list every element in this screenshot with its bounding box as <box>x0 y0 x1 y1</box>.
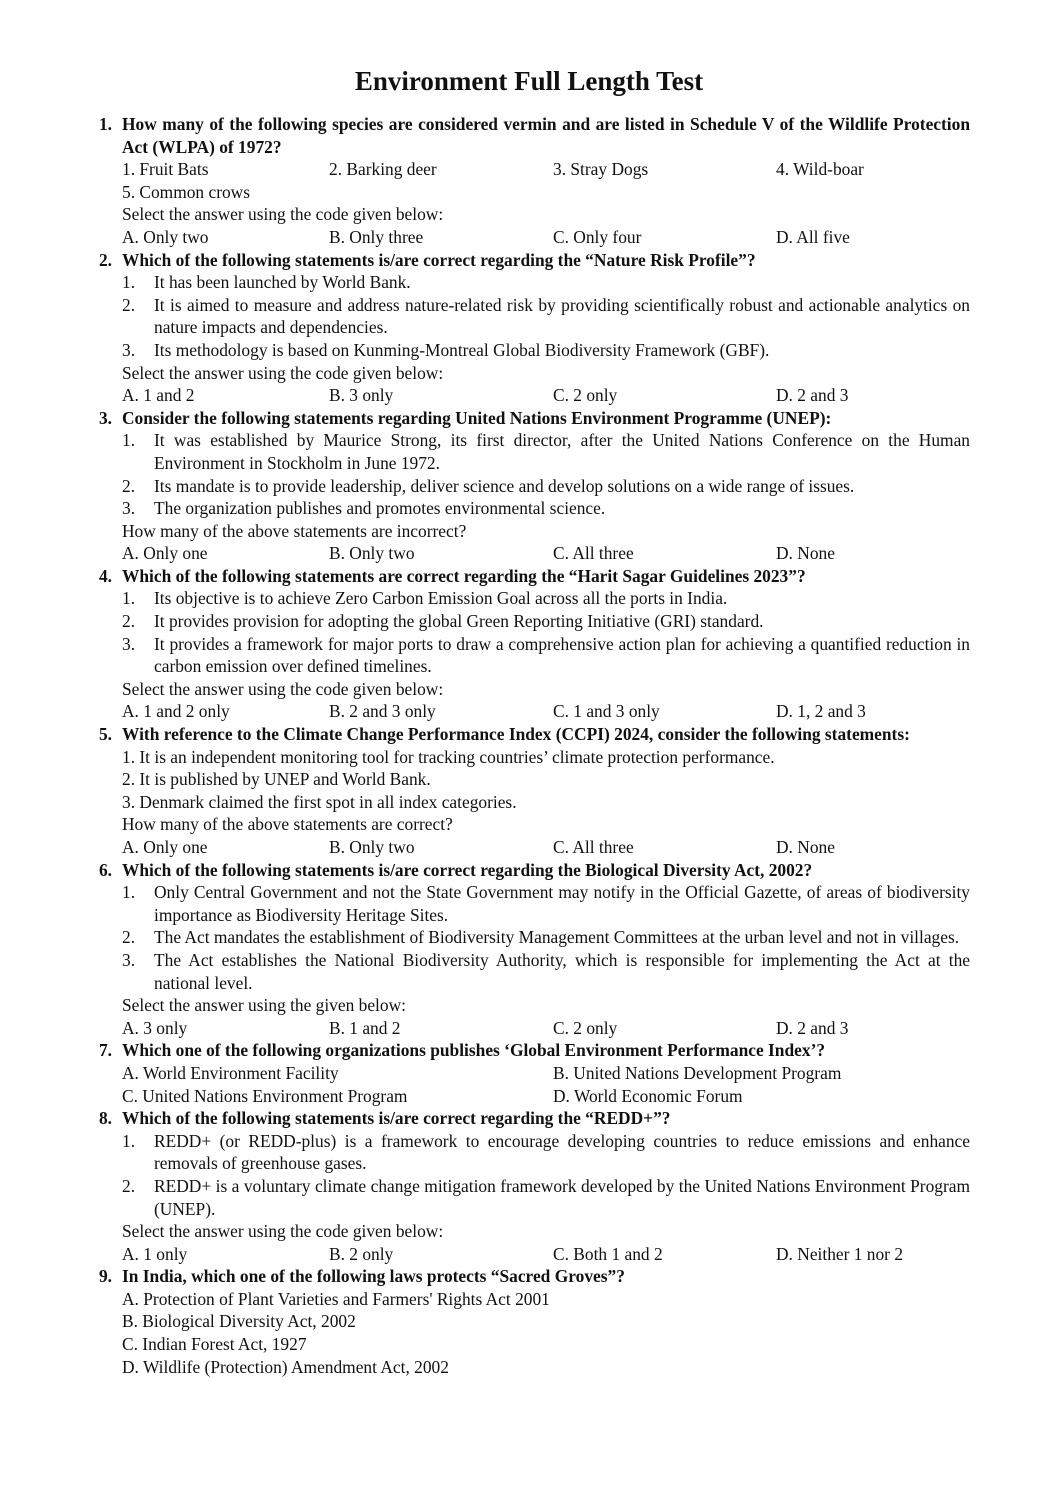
question-number: 4. <box>98 565 112 586</box>
question-number: 9. <box>98 1266 112 1287</box>
question-4 <box>86 565 970 723</box>
option-d: D. 1, 2 and 3 <box>776 701 866 722</box>
question-number: 6. <box>98 859 112 880</box>
statement-number: 3. <box>122 949 136 970</box>
instruction-text: Select the answer using the code given below: <box>122 362 444 383</box>
species-item: 1. Fruit Bats <box>122 159 209 180</box>
question-number: 8. <box>98 1108 112 1129</box>
species-item: 3. Stray Dogs <box>553 159 649 180</box>
question-text: Which of the following statements is/are correct regarding the “REDD+”? <box>122 1108 671 1129</box>
statement-number: 1. <box>122 430 136 451</box>
question-text: Which one of the following organizations publishes ‘Global Environment Performance Index’? <box>122 1040 826 1061</box>
statement <box>122 949 970 994</box>
statement-number: 3. <box>122 633 136 654</box>
question-list <box>86 113 970 1378</box>
question-number: 3. <box>98 407 112 428</box>
option-a: A. 1 and 2 only <box>122 701 230 722</box>
question-text: Which of the following statements are correct regarding the “Harit Sagar Guidelines 2023”? <box>122 565 806 586</box>
statement-text: It provides a framework for major ports to draw a comprehensive action plan for achieving a quantified reduction in carbon emission over defined timelines. <box>154 633 970 677</box>
question-text: In India, which one of the following laws protects “Sacred Groves”? <box>122 1266 625 1287</box>
option-a: A. 1 and 2 <box>122 385 195 406</box>
option-c: C. All three <box>553 543 634 564</box>
option-d: D. All five <box>776 226 850 247</box>
statement-number: 2. <box>122 927 136 948</box>
statement <box>122 475 970 498</box>
option-a: A. Protection of Plant Varieties and Farmers' Rights Act 2001 <box>122 1288 550 1309</box>
question-8 <box>86 1107 970 1265</box>
option-a: A. 3 only <box>122 1017 188 1038</box>
statement-text: It was established by Maurice Strong, its first director, after the United Nations Conference on the Human Environment in Stockholm in June 1972. <box>154 430 970 473</box>
statement-text: Its mandate is to provide leadership, deliver science and develop solutions on a wide range of issues. <box>154 475 855 496</box>
statement-text: REDD+ is a voluntary climate change mitigation framework developed by the United Nations Environment Program (UNEP). <box>154 1175 970 1219</box>
statement <box>122 610 970 633</box>
option-c: C. 2 only <box>553 385 618 406</box>
answer-options <box>122 226 970 249</box>
question-number: 1. <box>98 114 112 134</box>
option-b: B. 3 only <box>329 385 394 406</box>
statement: 1. It is an independent monitoring tool for tracking countries’ climate protection performance. <box>122 746 775 767</box>
option-c: C. Only four <box>553 226 642 247</box>
option-b: B. 1 and 2 <box>329 1017 401 1038</box>
statement <box>122 1130 970 1175</box>
statement-text: The Act mandates the establishment of Biodiversity Management Committees at the urban level and not in villages. <box>154 927 960 948</box>
option-b: B. 2 and 3 only <box>329 701 436 722</box>
question-number: 7. <box>98 1040 112 1061</box>
species-item: 2. Barking deer <box>329 159 437 180</box>
question-text: Which of the following statements is/are correct regarding the Biological Diversity Act, 2002? <box>122 859 813 880</box>
option-d: D. 2 and 3 <box>776 1017 849 1038</box>
page-title: Environment Full Length Test <box>354 66 704 96</box>
statement-number: 2. <box>122 611 136 632</box>
statement-text: REDD+ (or REDD-plus) is a framework to encourage developing countries to reduce emissions and enhance removals of greenhouse gases. <box>154 1130 970 1174</box>
option-d: D. Neither 1 nor 2 <box>776 1243 904 1264</box>
question-7 <box>86 1039 970 1107</box>
answer-options <box>122 1017 970 1040</box>
question-2 <box>86 249 970 407</box>
answer-options <box>122 836 970 859</box>
instruction-text: How many of the above statements are correct? <box>122 814 453 835</box>
question-9 <box>86 1265 970 1378</box>
option-b: B. Only two <box>329 543 415 564</box>
statement-number: 1. <box>122 588 136 609</box>
question-1 <box>86 113 970 249</box>
option-a: A. Only two <box>122 226 209 247</box>
question-6 <box>86 859 970 1040</box>
option-b: B. Only three <box>329 226 424 247</box>
statement <box>122 429 970 474</box>
statement-number: 1. <box>122 272 136 293</box>
statement-number: 2. <box>122 294 136 315</box>
statement-text: The Act establishes the National Biodiversity Authority, which is responsible for implementing the Act at the national level. <box>154 949 970 993</box>
statement: 3. Denmark claimed the first spot in all index categories. <box>122 791 517 812</box>
statement-text: Its objective is to achieve Zero Carbon Emission Goal across all the ports in India. <box>154 588 728 609</box>
instruction-text: How many of the above statements are incorrect? <box>122 520 467 541</box>
option-d: D. 2 and 3 <box>776 385 849 406</box>
option-d: D. World Economic Forum <box>553 1085 743 1106</box>
statement <box>122 339 970 362</box>
statement-number: 1. <box>122 882 136 903</box>
question-5 <box>86 723 970 859</box>
statement <box>122 926 970 949</box>
question-number: 2. <box>98 249 112 270</box>
option-a: A. Only one <box>122 837 208 857</box>
question-number: 5. <box>98 724 112 745</box>
option-a: A. World Environment Facility <box>122 1062 339 1083</box>
statement <box>122 497 970 520</box>
statement <box>122 881 970 926</box>
statement-text: It provides provision for adopting the global Green Reporting Initiative (GRI) standard. <box>154 611 764 632</box>
option-b: B. Biological Diversity Act, 2002 <box>122 1311 356 1332</box>
statement-number: 3. <box>122 339 136 360</box>
statement: 2. It is published by UNEP and World Bank. <box>122 769 431 790</box>
question-3 <box>86 407 970 565</box>
instruction-text: Select the answer using the given below: <box>122 995 406 1016</box>
option-d: D. Wildlife (Protection) Amendment Act, 2002 <box>122 1356 449 1377</box>
instruction-text: Select the answer using the code given below: <box>122 678 444 699</box>
statement <box>122 587 970 610</box>
statement-number: 3. <box>122 498 136 519</box>
question-text: Consider the following statements regarding United Nations Environment Programme (UNEP): <box>122 407 832 428</box>
statement-text: The organization publishes and promotes environmental science. <box>154 498 606 519</box>
answer-options-row <box>122 1062 970 1085</box>
option-c: C. 1 and 3 only <box>553 701 660 722</box>
option-a: A. 1 only <box>122 1243 188 1264</box>
option-c: C. Both 1 and 2 <box>553 1243 663 1264</box>
option-c: C. All three <box>553 837 634 857</box>
statement-number: 1. <box>122 1130 136 1151</box>
species-item: 5. Common crows <box>122 181 251 202</box>
statement-text: It is aimed to measure and address nature-related risk by providing scientifically robust and actionable analytics on nature impacts and dependencies. <box>154 294 970 338</box>
statement-number: 2. <box>122 475 136 496</box>
statement <box>122 294 970 339</box>
option-b: B. 2 only <box>329 1243 394 1264</box>
species-list <box>122 158 970 181</box>
species-item: 4. Wild-boar <box>776 159 864 180</box>
option-c: C. United Nations Environment Program <box>122 1085 408 1106</box>
answer-options-row <box>122 1085 970 1108</box>
option-c: C. Indian Forest Act, 1927 <box>122 1334 307 1355</box>
statement <box>122 1175 970 1220</box>
statement <box>122 633 970 678</box>
option-d: D. None <box>776 543 835 564</box>
question-text: How many of the following species are considered vermin and are listed in Schedule V of the Wildlife Protection Act (WLPA) of 1972? <box>122 114 970 157</box>
statement <box>122 271 970 294</box>
answer-options <box>122 700 970 723</box>
statement-text: Its methodology is based on Kunming-Montreal Global Biodiversity Framework (GBF). <box>154 339 770 360</box>
option-d: D. None <box>776 837 835 857</box>
option-a: A. Only one <box>122 543 208 564</box>
option-b: B. United Nations Development Program <box>553 1062 842 1083</box>
instruction-text: Select the answer using the code given below: <box>122 1221 444 1242</box>
answer-options <box>122 1243 970 1266</box>
answer-options <box>122 542 970 565</box>
instruction-text: Select the answer using the code given below: <box>122 204 444 225</box>
answer-options <box>122 384 970 407</box>
question-text: Which of the following statements is/are correct regarding the “Nature Risk Profile”? <box>122 249 756 270</box>
option-c: C. 2 only <box>553 1017 618 1038</box>
statement-text: Only Central Government and not the State Government may notify in the Official Gazette, of areas of biodiversity importance as Biodiversity Heritage Sites. <box>154 882 970 925</box>
statement-number: 2. <box>122 1175 136 1196</box>
statement-text: It has been launched by World Bank. <box>154 272 411 293</box>
option-b: B. Only two <box>329 837 415 857</box>
question-text: With reference to the Climate Change Performance Index (CCPI) 2024, consider the following statements: <box>122 724 910 745</box>
